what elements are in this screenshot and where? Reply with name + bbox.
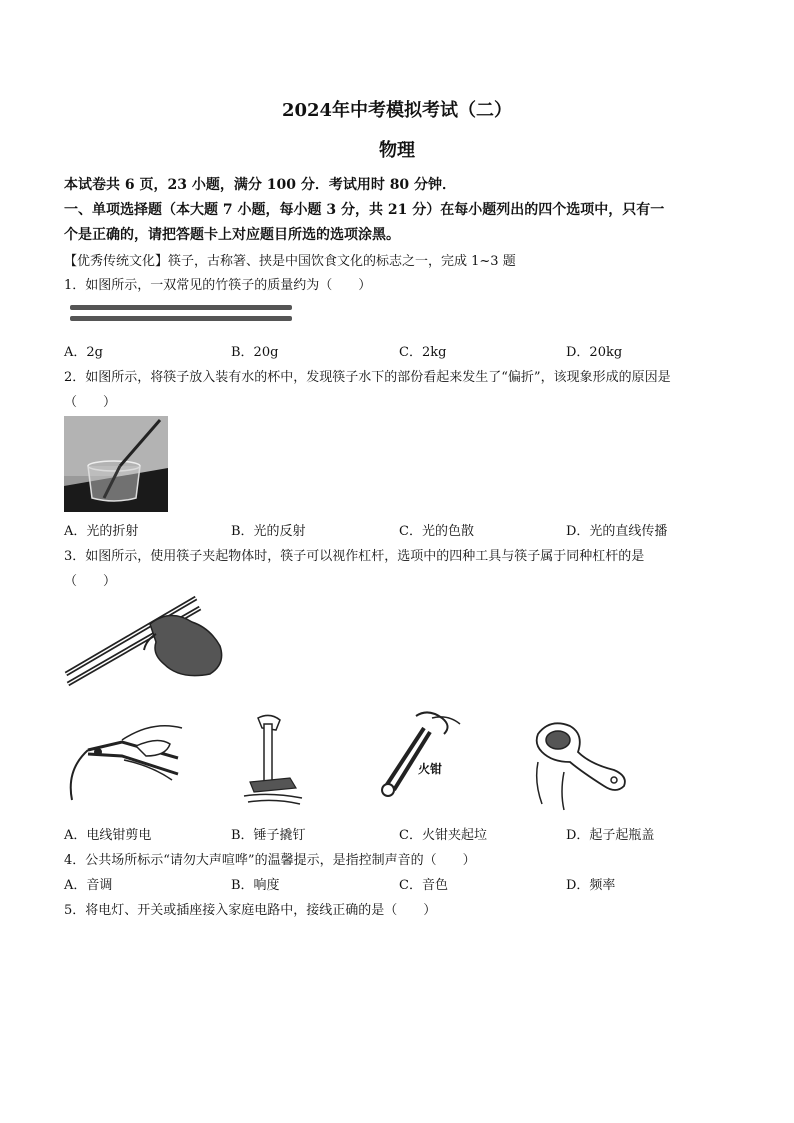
q5-stem: 5．将电灯、开关或插座接入家庭电路中，接线正确的是（ ） bbox=[64, 903, 437, 918]
chopsticks-figure bbox=[68, 300, 294, 326]
q1-option-d: D．20kg bbox=[566, 345, 623, 360]
q4-option-d: D．频率 bbox=[566, 878, 616, 893]
q3-option-c: C．火钳夹起垃 bbox=[399, 828, 487, 843]
q2-option-d: D．光的直线传播 bbox=[566, 524, 668, 539]
context-text: 【优秀传统文化】筷子，古称箸、挟是中国饮食文化的标志之一，完成 1~3 题 bbox=[64, 254, 516, 269]
q1-option-c: C．2kg bbox=[399, 345, 447, 360]
fire-tongs-figure bbox=[372, 706, 468, 806]
q4-stem: 4．公共场所标示“请勿大声喧哗”的温馨提示，是指控制声音的（ ） bbox=[64, 853, 476, 868]
exam-summary: 本试卷共 6 页，23 小题，满分 100 分．考试用时 80 分钟． bbox=[64, 177, 457, 193]
q3-option-a: A．电线钳剪电 bbox=[64, 828, 152, 843]
section-instruction-line2: 个是正确的，请把答题卡上对应题目所选的选项涂黑。 bbox=[64, 227, 400, 243]
exam-title: 2024年中考模拟考试（二） bbox=[281, 100, 513, 121]
hand-chopsticks-figure bbox=[60, 594, 226, 688]
q2-option-b: B．光的反射 bbox=[231, 524, 306, 539]
tongs-label: 火钳 bbox=[418, 762, 443, 776]
q4-option-b: B．响度 bbox=[231, 878, 280, 893]
q3-option-d: D．起子起瓶盖 bbox=[566, 828, 655, 843]
q1-stem: 1．如图所示，一双常见的竹筷子的质量约为（ ） bbox=[64, 278, 372, 293]
q2-option-a: A．光的折射 bbox=[64, 524, 139, 539]
q1-option-b: B．20g bbox=[231, 345, 279, 360]
q2-stem: 2．如图所示，将筷子放入装有水的杯中，发现筷子水下的部份看起来发生了“偏折”，该现象形成的原因是 bbox=[64, 370, 671, 385]
exam-subject: 物理 bbox=[379, 140, 415, 161]
q3-stem-cont: （ ） bbox=[64, 574, 117, 589]
q3-option-b: B．锤子撬钉 bbox=[231, 828, 306, 843]
q3-stem: 3．如图所示，使用筷子夹起物体时，筷子可以视作杠杆，选项中的四种工具与筷子属于同种杠杆的是 bbox=[64, 549, 645, 564]
q2-option-c: C．光的色散 bbox=[399, 524, 474, 539]
wire-pliers-figure bbox=[62, 710, 190, 810]
section-instruction-line1: 一、单项选择题（本大题 7 小题，每小题 3 分，共 21 分）在每小题列出的四个选项中，只有一 bbox=[64, 202, 665, 218]
q1-option-a: A．2g bbox=[64, 345, 103, 360]
q4-option-c: C．音色 bbox=[399, 878, 448, 893]
q2-stem-cont: （ ） bbox=[64, 395, 117, 410]
q4-option-a: A．音调 bbox=[64, 878, 113, 893]
refraction-photo bbox=[64, 416, 168, 512]
bottle-opener-figure bbox=[530, 712, 634, 812]
hammer-nail-figure bbox=[240, 708, 306, 808]
